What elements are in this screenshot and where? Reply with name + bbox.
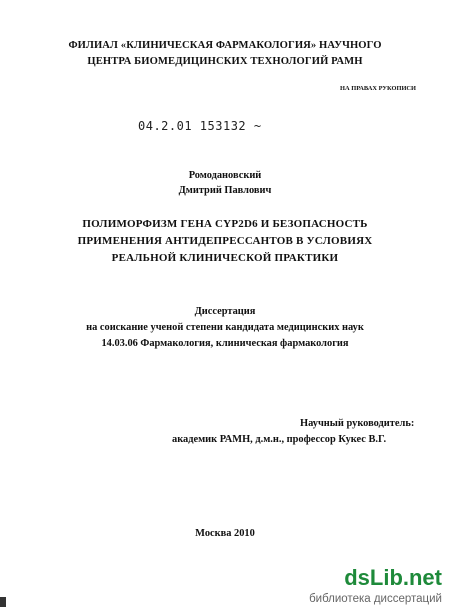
thesis-title-line-1: ПОЛИМОРФИЗМ ГЕНА CYP2D6 И БЕЗОПАСНОСТЬ: [82, 218, 368, 230]
degree-purpose: на соискание ученой степени кандидата медицинских наук: [86, 322, 364, 333]
specialty-code: 14.03.06 Фармакология, клиническая фармакология: [101, 338, 349, 349]
institution-line-1: ФИЛИАЛ «КЛИНИЧЕСКАЯ ФАРМАКОЛОГИЯ» НАУЧНОГО: [68, 40, 382, 51]
scan-edge-mark: [0, 597, 6, 607]
supervisor-name: академик РАМН, д.м.н., профессор Кукес В.Г.: [172, 434, 387, 445]
dslib-subtitle: библиотека диссертаций: [309, 593, 442, 605]
institution-line-2: ЦЕНТРА БИОМЕДИЦИНСКИХ ТЕХНОЛОГИЙ РАМН: [87, 56, 363, 67]
document-type: Диссертация: [194, 306, 256, 317]
registration-stamp: 04.2.01 153132 ~: [138, 119, 262, 133]
supervisor-label: Научный руководитель:: [300, 418, 415, 429]
dslib-logo[interactable]: dsLib.net: [344, 565, 442, 590]
author-surname: Ромодановский: [188, 170, 262, 181]
thesis-title-line-3: РЕАЛЬНОЙ КЛИНИЧЕСКОЙ ПРАКТИКИ: [111, 252, 339, 264]
thesis-title-line-2: ПРИМЕНЕНИЯ АНТИДЕПРЕССАНТОВ В УСЛОВИЯХ: [77, 235, 373, 247]
author-name: Дмитрий Павлович: [178, 185, 272, 196]
manuscript-rights-note: НА ПРАВАХ РУКОПИСИ: [340, 85, 416, 92]
place-and-year: Москва 2010: [195, 528, 255, 539]
